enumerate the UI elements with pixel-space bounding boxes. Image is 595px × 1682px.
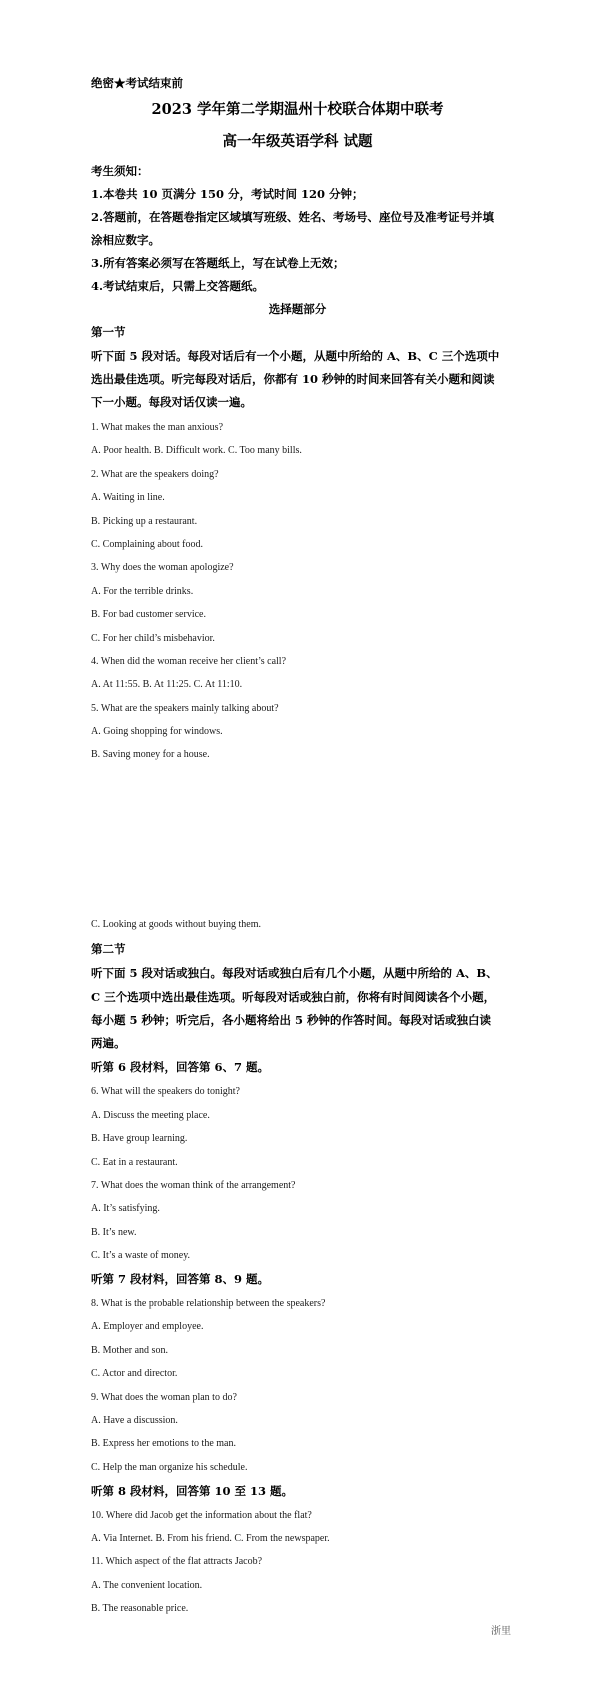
answer-option: B. Express her emotions to the man.: [91, 1438, 236, 1449]
answer-option: B. For bad customer service.: [91, 609, 206, 620]
material-heading: 听第 8 段材料，回答第 10 至 13 题。: [91, 1484, 294, 1498]
answer-option: A. Discuss the meeting place.: [91, 1110, 210, 1121]
question-text: 10. Where did Jacob get the information about the flat?: [91, 1510, 312, 1521]
section-instructions: 每小题 5 秒钟；听完后，各小题将给出 5 秒钟的作答时间。每段对话或独白读: [91, 1013, 492, 1027]
question-text: 6. What will the speakers do tonight?: [91, 1086, 240, 1097]
question-text: 8. What is the probable relationship between the speakers?: [91, 1298, 326, 1309]
section-instructions: 听下面 5 段对话。每段对话后有一个小题，从题中所给的 A、B、C 三个选项中: [91, 349, 500, 363]
section-title: 第一节: [91, 325, 126, 339]
notice-item: 1.本卷共 10 页满分 150 分，考试时间 120 分钟；: [91, 187, 364, 201]
question-text: 3. Why does the woman apologize?: [91, 562, 234, 573]
confidential-label: 绝密★考试结束前: [91, 76, 183, 90]
answer-option: B. Have group learning.: [91, 1133, 188, 1144]
answer-option: A. It’s satisfying.: [91, 1203, 160, 1214]
answer-option: C. It’s a waste of money.: [91, 1250, 191, 1261]
answer-option: C. Looking at goods without buying them.: [91, 919, 261, 930]
answer-option: C. Actor and director.: [91, 1368, 178, 1379]
question-text: 4. When did the woman receive her client’s call?: [91, 656, 287, 667]
notice-item: 涂相应数字。: [91, 233, 160, 247]
exam-title: 2023 学年第二学期温州十校联合体期中联考: [151, 101, 444, 118]
material-heading: 听第 7 段材料，回答第 8、9 题。: [91, 1272, 270, 1286]
answer-option: B. The reasonable price.: [91, 1603, 189, 1614]
answer-option: C. For her child’s misbehavior.: [91, 633, 215, 644]
question-text: 9. What does the woman plan to do?: [91, 1392, 237, 1403]
answer-option: C. Complaining about food.: [91, 539, 203, 550]
answer-options: A. At 11:55. B. At 11:25. C. At 11:10.: [91, 679, 243, 690]
answer-option: C. Help the man organize his schedule.: [91, 1462, 248, 1473]
section-instructions: C 三个选项中选出最佳选项。听每段对话或独白前，你将有时间阅读各个小题，: [91, 990, 496, 1004]
part-title: 选择题部分: [268, 302, 327, 316]
answer-option: B. It’s new.: [91, 1227, 137, 1238]
question-text: 5. What are the speakers mainly talking about?: [91, 703, 279, 714]
answer-options: A. Via Internet. B. From his friend. C. From the newspaper.: [91, 1533, 330, 1544]
question-text: 7. What does the woman think of the arrangement?: [91, 1180, 296, 1191]
notice-item: 3.所有答案必须写在答题纸上，写在试卷上无效；: [91, 256, 345, 270]
answer-options: A. Poor health. B. Difficult work. C. Too many bills.: [91, 445, 302, 456]
question-text: 11. Which aspect of the flat attracts Jacob?: [91, 1556, 263, 1567]
material-heading: 听第 6 段材料，回答第 6、7 题。: [91, 1060, 270, 1074]
section-instructions: 选出最佳选项。听完每段对话后，你都有 10 秒钟的时间来回答有关小题和阅读: [91, 372, 495, 386]
answer-option: C. Eat in a restaurant.: [91, 1157, 178, 1168]
notice-heading: 考生须知：: [91, 164, 149, 178]
exam-subtitle: 高一年级英语学科 试题: [222, 133, 373, 150]
answer-option: A. Employer and employee.: [91, 1321, 204, 1332]
section-instructions: 两遍。: [91, 1036, 126, 1050]
notice-item: 4.考试结束后，只需上交答题纸。: [91, 279, 265, 293]
answer-option: B. Mother and son.: [91, 1345, 168, 1356]
question-text: 1. What makes the man anxious?: [91, 422, 224, 433]
section-instructions: 听下面 5 段对话或独白。每段对话或独白后有几个小题，从题中所给的 A、B、: [91, 966, 498, 980]
question-text: 2. What are the speakers doing?: [91, 469, 219, 480]
section-instructions: 下一小题。每段对话仅读一遍。: [91, 395, 252, 409]
notice-item: 2.答题前，在答题卷指定区域填写班级、姓名、考场号、座位号及准考证号并填: [91, 210, 495, 224]
answer-option: B. Saving money for a house.: [91, 749, 210, 760]
section-title: 第二节: [91, 942, 126, 956]
answer-option: A. Going shopping for windows.: [91, 726, 223, 737]
answer-option: A. Have a discussion.: [91, 1415, 178, 1426]
answer-option: A. The convenient location.: [91, 1580, 203, 1591]
answer-option: A. Waiting in line.: [91, 492, 165, 503]
answer-option: A. For the terrible drinks.: [91, 586, 194, 597]
answer-option: B. Picking up a restaurant.: [91, 516, 198, 527]
footer-watermark: 浙里: [491, 1626, 511, 1637]
